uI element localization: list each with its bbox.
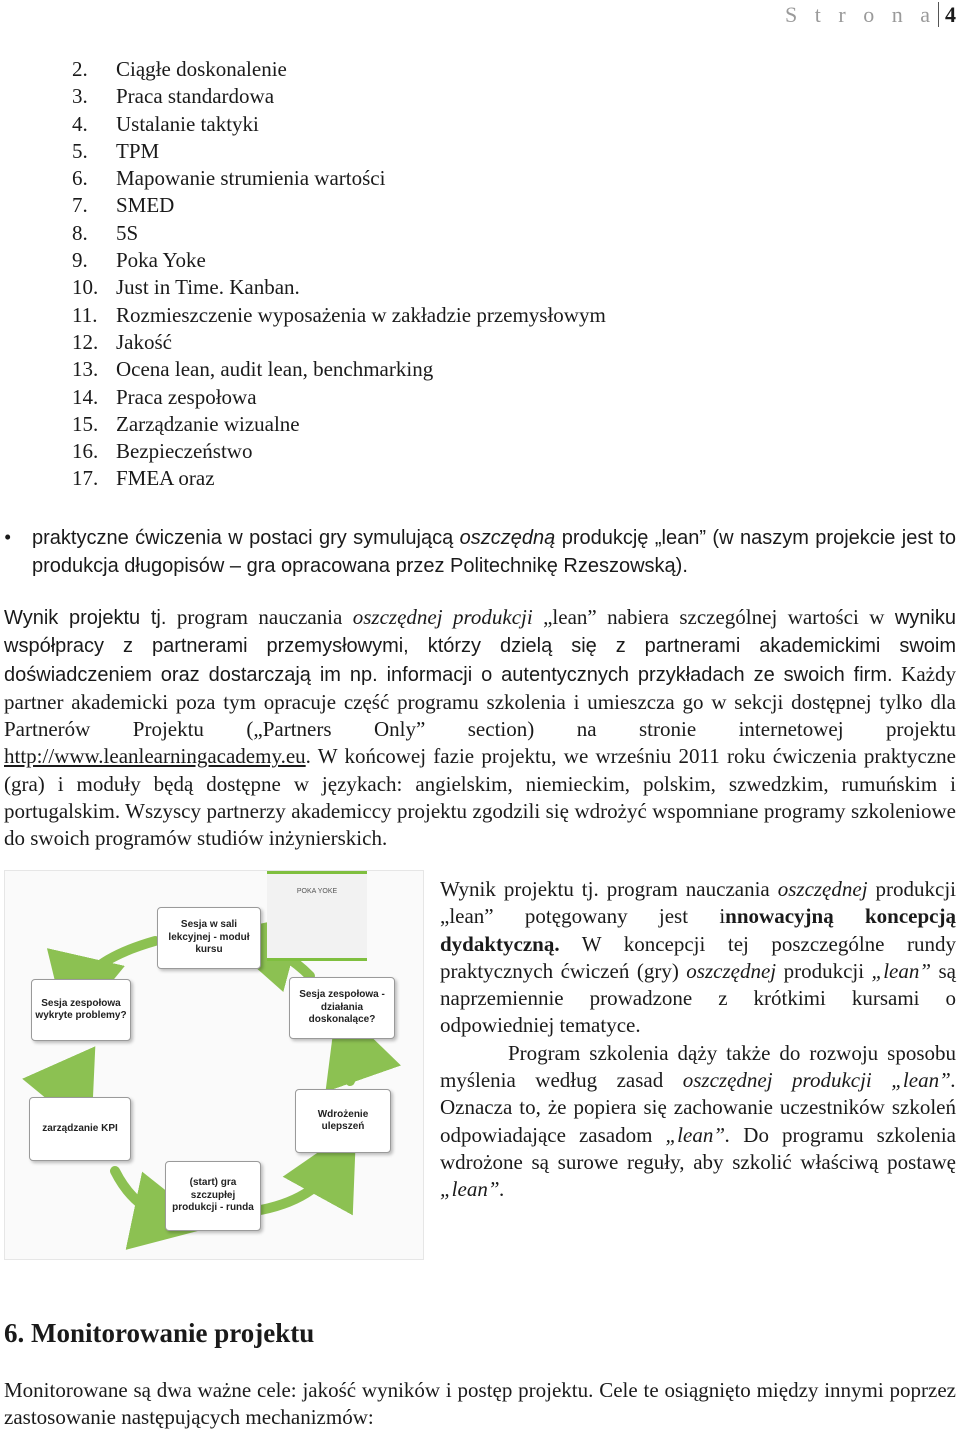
arrow-shape <box>71 1061 77 1099</box>
list-item <box>72 56 606 83</box>
bullet-text <box>32 524 956 581</box>
side-text-part: są naprzemiennie prowadzone z krótkimi kursami o odpowiedniej tematyce. <box>440 958 957 1038</box>
bullet-text-part: praktyczne ćwiczenia w postaci gry symulującą <box>32 527 460 549</box>
list-item-text: Praca standardowa <box>116 84 275 109</box>
bullet-text-part: produkcję „lean” (w naszym projekcie jest to produkcja długopisów – gra opracowana przez Politechnikę Rzeszowską). <box>32 527 956 578</box>
result-text: program nauczania <box>166 605 353 629</box>
bullet-text-italic: oszczędną <box>459 527 556 549</box>
list-item-number: 2. <box>72 57 88 81</box>
side-text-italic: „lean”. <box>440 1177 505 1202</box>
project-link[interactable]: http://www.leanlearningacademy.eu <box>4 744 306 769</box>
section-heading: 6. Monitorowanie projektu <box>4 1318 315 1348</box>
list-item-number: 15. <box>72 411 99 436</box>
numbered-list <box>72 56 606 493</box>
side-text-bold: nnowacyjną koncepcją dydaktyczną. <box>440 904 956 956</box>
list-item-number: 5. <box>72 138 88 163</box>
page-header <box>785 2 956 28</box>
list-item <box>72 165 606 192</box>
page-number: 4 <box>938 2 956 27</box>
bullet-item <box>4 524 956 581</box>
list-item-text: 5S <box>116 220 139 245</box>
box-team-problems: Sesja zespołowa wykryte problemy? <box>31 979 131 1041</box>
list-item-number: 17. <box>72 466 99 491</box>
page-header-label: S t r o n a <box>785 2 936 27</box>
side-text-italic: oszczędnej <box>777 877 868 901</box>
side-paragraph-2 <box>440 1040 956 1204</box>
list-item-text: Just in Time. Kanban. <box>116 275 300 300</box>
list-item-text: Bezpieczeństwo <box>116 439 253 464</box>
list-item-number: 16. <box>72 439 99 464</box>
list-item <box>72 438 606 465</box>
bullet-symbol: • <box>4 525 12 549</box>
result-text: Wynik projektu tj. <box>4 607 167 629</box>
box-improvements: Wdrożenie ulepszeń <box>295 1089 391 1153</box>
list-item-text: Ustalanie taktyki <box>116 111 259 136</box>
result-text: . W końcowej fazie projektu, we wrześniu 2011 roku ćwiczenia praktyczne (gra) i moduły będą dostępne w językach: angielskim, niemieckim, polskim, szwedzkim, rumuńskim i portugalskim. Wszyscy partnerzy akademiccy projektu zgodzili się wdrożyć wspomniane programy szkoleniowe do swoich programów studiów inżynierskich. <box>4 744 956 851</box>
result-paragraph <box>4 604 956 853</box>
list-item <box>72 329 606 356</box>
list-item <box>72 220 606 247</box>
list-item-number: 6. <box>72 166 88 191</box>
arrow-shape <box>350 1041 354 1081</box>
list-item-number: 10. <box>72 275 99 300</box>
list-item <box>72 356 606 383</box>
list-item-text: Praca zespołowa <box>116 384 257 409</box>
list-item-number: 14. <box>72 384 99 409</box>
box-start-game: (start) gra szczupłej produkcji - runda <box>165 1161 261 1231</box>
list-item-number: 11. <box>72 302 98 327</box>
arrow-shape <box>255 1161 337 1211</box>
list-item-number: 8. <box>72 220 88 245</box>
list-item <box>72 192 606 219</box>
side-text-part: Do programu szkolenia wdrożone są surowe reguły, aby szkolić właściwą postawę <box>440 1122 956 1174</box>
box-team-improvement: Sesja zespołowa - działania doskonalące? <box>289 977 395 1039</box>
list-item-text: Mapowanie strumienia wartości <box>116 166 386 191</box>
list-item <box>72 83 606 110</box>
list-item <box>72 111 606 138</box>
list-item <box>72 274 606 301</box>
side-text-italic: „lean” <box>871 958 932 983</box>
list-item <box>72 247 606 274</box>
list-item-text: TPM <box>116 138 160 163</box>
list-item-number: 7. <box>72 193 88 218</box>
side-text-part: Program szkolenia dąży także do rozwoju sposobu myślenia według zasad <box>440 1040 956 1093</box>
side-text-part: Oznacza to, że popiera się zachowanie uczestników szkoleń odpowiadające zasadom <box>440 1095 956 1147</box>
side-text <box>440 876 956 1204</box>
side-text-part: Wynik projektu tj. program nauczania <box>440 877 778 901</box>
list-item-number: 13. <box>72 357 99 382</box>
list-item-number: 12. <box>72 329 99 354</box>
list-item-text: Jakość <box>116 329 172 354</box>
side-text-italic: oszczędnej <box>686 958 777 983</box>
list-item-text: Poka Yoke <box>116 248 206 273</box>
list-item-text: Ciągłe doskonalenie <box>116 57 287 81</box>
list-item-text: Ocena lean, audit lean, benchmarking <box>116 357 434 382</box>
side-paragraph-1 <box>440 876 956 1040</box>
section-paragraph: Monitorowane są dwa ważne cele: jakość wyników i postęp projektu. Cele te osiągnięto między innymi poprzez zastosowanie następujących mechanizmów: <box>4 1378 956 1430</box>
list-item-number: 4. <box>72 111 88 136</box>
side-text-italic: „lean”. <box>665 1122 731 1147</box>
result-text: wyniku współpracy z partnerami przemysłowymi, którzy dzielą się z partnerami akademickimi swoim doświadczeniem oraz dostarczają im np. informacji o autentycznych przykładach ze swoich firm. <box>4 607 956 686</box>
side-text-part: produkcji <box>776 958 872 983</box>
poka-yoke-thumbnail <box>267 871 367 961</box>
poka-yoke-label: POKA YOKE <box>296 888 338 895</box>
list-item <box>72 384 606 411</box>
list-item-text: Zarządzanie wizualne <box>116 411 300 436</box>
list-item-text: FMEA oraz <box>116 466 215 491</box>
box-lesson: Sesja w sali lekcyjnej - moduł kursu <box>157 907 261 969</box>
lean-cycle-diagram <box>4 870 424 1260</box>
list-item <box>72 465 606 492</box>
list-item-number: 9. <box>72 248 88 273</box>
result-text: „lean” nabiera szczególnej wartości w <box>532 605 895 629</box>
list-item <box>72 138 606 165</box>
result-text: Każdy partner akademicki poza tym opracuje część programu szkolenia i umieszcza go w sekcji dostępnej tylko dla Partnerów Projektu („Partners Only” section) na stronie internetowej projektu <box>4 661 956 742</box>
side-text-part: produkcji „lean” potęgowany jest i <box>440 877 956 929</box>
list-item <box>72 411 606 438</box>
result-text-italic: oszczędnej produkcji <box>352 605 533 629</box>
side-text-italic: oszczędnej produkcji „lean”. <box>682 1068 957 1093</box>
list-item-number: 3. <box>72 84 88 109</box>
box-kpi: zarządzanie KPI <box>29 1097 131 1161</box>
list-item-text: SMED <box>116 193 175 218</box>
list-item <box>72 302 606 329</box>
list-item-text: Rozmieszczenie wyposażenia w zakładzie przemysłowym <box>116 302 606 327</box>
side-text-part: W koncepcji tej poszczególne rundy praktycznych ćwiczeń (gry) <box>440 931 956 983</box>
